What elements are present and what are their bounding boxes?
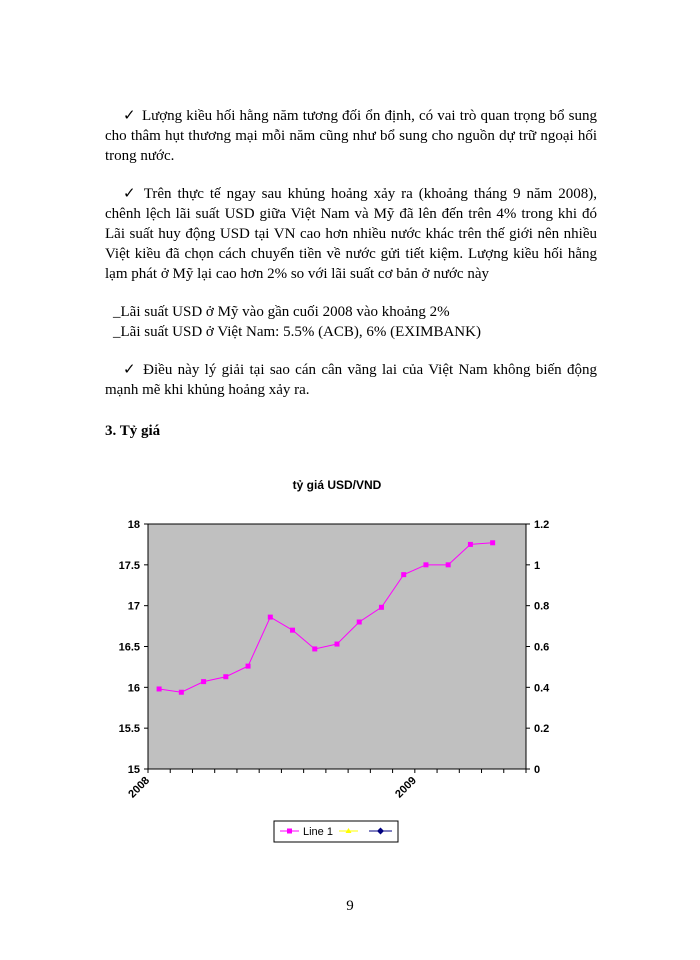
left-tick-label: 17.5 (118, 559, 140, 572)
exchange-rate-chart (0, 460, 700, 860)
left-tick-label: 15.5 (118, 723, 140, 736)
paragraph-current-account (105, 360, 597, 400)
right-tick-label: 1.2 (534, 519, 550, 531)
legend-label-1: Line 1 (303, 826, 333, 838)
data-point (379, 605, 384, 610)
data-point (490, 540, 495, 545)
page-number: 9 (346, 898, 354, 914)
right-tick-label: 1 (534, 559, 541, 572)
x-tick-label: 2009 (393, 774, 419, 801)
data-point (223, 674, 228, 679)
legend-marker-square (287, 829, 292, 834)
left-tick-label: 16.5 (118, 641, 140, 654)
checkmark-icon: ✓ (123, 108, 136, 124)
paragraph-interest-spread (105, 184, 597, 284)
section-heading: 3. Tỷ giá (105, 423, 161, 439)
data-point (268, 615, 273, 620)
vn-interest-line: _Lãi suất USD ở Việt Nam: 5.5% (ACB), 6% (EXIMBANK) (113, 324, 481, 340)
data-point (468, 542, 473, 547)
left-tick-label: 15 (127, 764, 140, 776)
paragraph-text: Điều này lý giải tại sao cán cân vãng lai của Việt Nam không biến động mạnh mẽ khi khủng hoảng xảy ra. (105, 362, 597, 398)
paragraph-remittance-stability (105, 106, 597, 166)
data-point (246, 664, 251, 669)
data-point (423, 562, 428, 567)
left-tick-label: 18 (127, 519, 140, 531)
left-axis (119, 519, 148, 776)
right-axis (526, 519, 550, 776)
right-tick-label: 0.2 (534, 723, 550, 736)
data-point (179, 690, 184, 695)
data-point (290, 628, 295, 633)
data-point (157, 686, 162, 691)
paragraph-text: Lượng kiều hối hằng năm tương đối ổn định, có vai trò quan trọng bổ sung cho thâm hụt thương mại mỗi năm cũng như bổ sung cho nguồn dự trữ ngoại hối trong nước. (105, 108, 597, 164)
right-tick-label: 0.4 (534, 682, 550, 695)
x-axis (126, 769, 526, 800)
left-tick-label: 17 (127, 600, 140, 613)
left-tick-label: 16 (127, 682, 140, 695)
us-interest-line: _Lãi suất USD ở Mỹ vào gần cuối 2008 vào khoảng 2% (113, 304, 450, 320)
data-point (446, 562, 451, 567)
data-point (357, 620, 362, 625)
checkmark-icon: ✓ (123, 186, 138, 202)
right-tick-label: 0 (534, 764, 541, 776)
x-tick-label: 2008 (126, 774, 153, 801)
paragraph-text: Trên thực tế ngay sau khủng hoảng xảy ra (khoảng tháng 9 năm 2008), chênh lệch lãi suất USD giữa Việt Nam và Mỹ đã lên đến trên 4% trong khi đó Lãi suất huy động USD tại VN cao hơn nhiều nước khác trên thế giới nên nhiều Việt kiều đã chọn cách chuyển tiền về nước gửi tiết kiệm. Lượng kiều hối hằng lạm phát ở Mỹ lại cao hơn 2% so với lãi suất cơ bản ở nước này (105, 186, 597, 282)
right-tick-label: 0.8 (534, 600, 550, 613)
legend (274, 821, 398, 842)
data-point (201, 679, 206, 684)
checkmark-icon: ✓ (123, 362, 138, 378)
data-point (401, 572, 406, 577)
data-point (312, 646, 317, 651)
data-point (335, 642, 340, 647)
right-tick-label: 0.6 (534, 641, 550, 654)
chart-title: tỷ giá USD/VND (292, 478, 382, 492)
